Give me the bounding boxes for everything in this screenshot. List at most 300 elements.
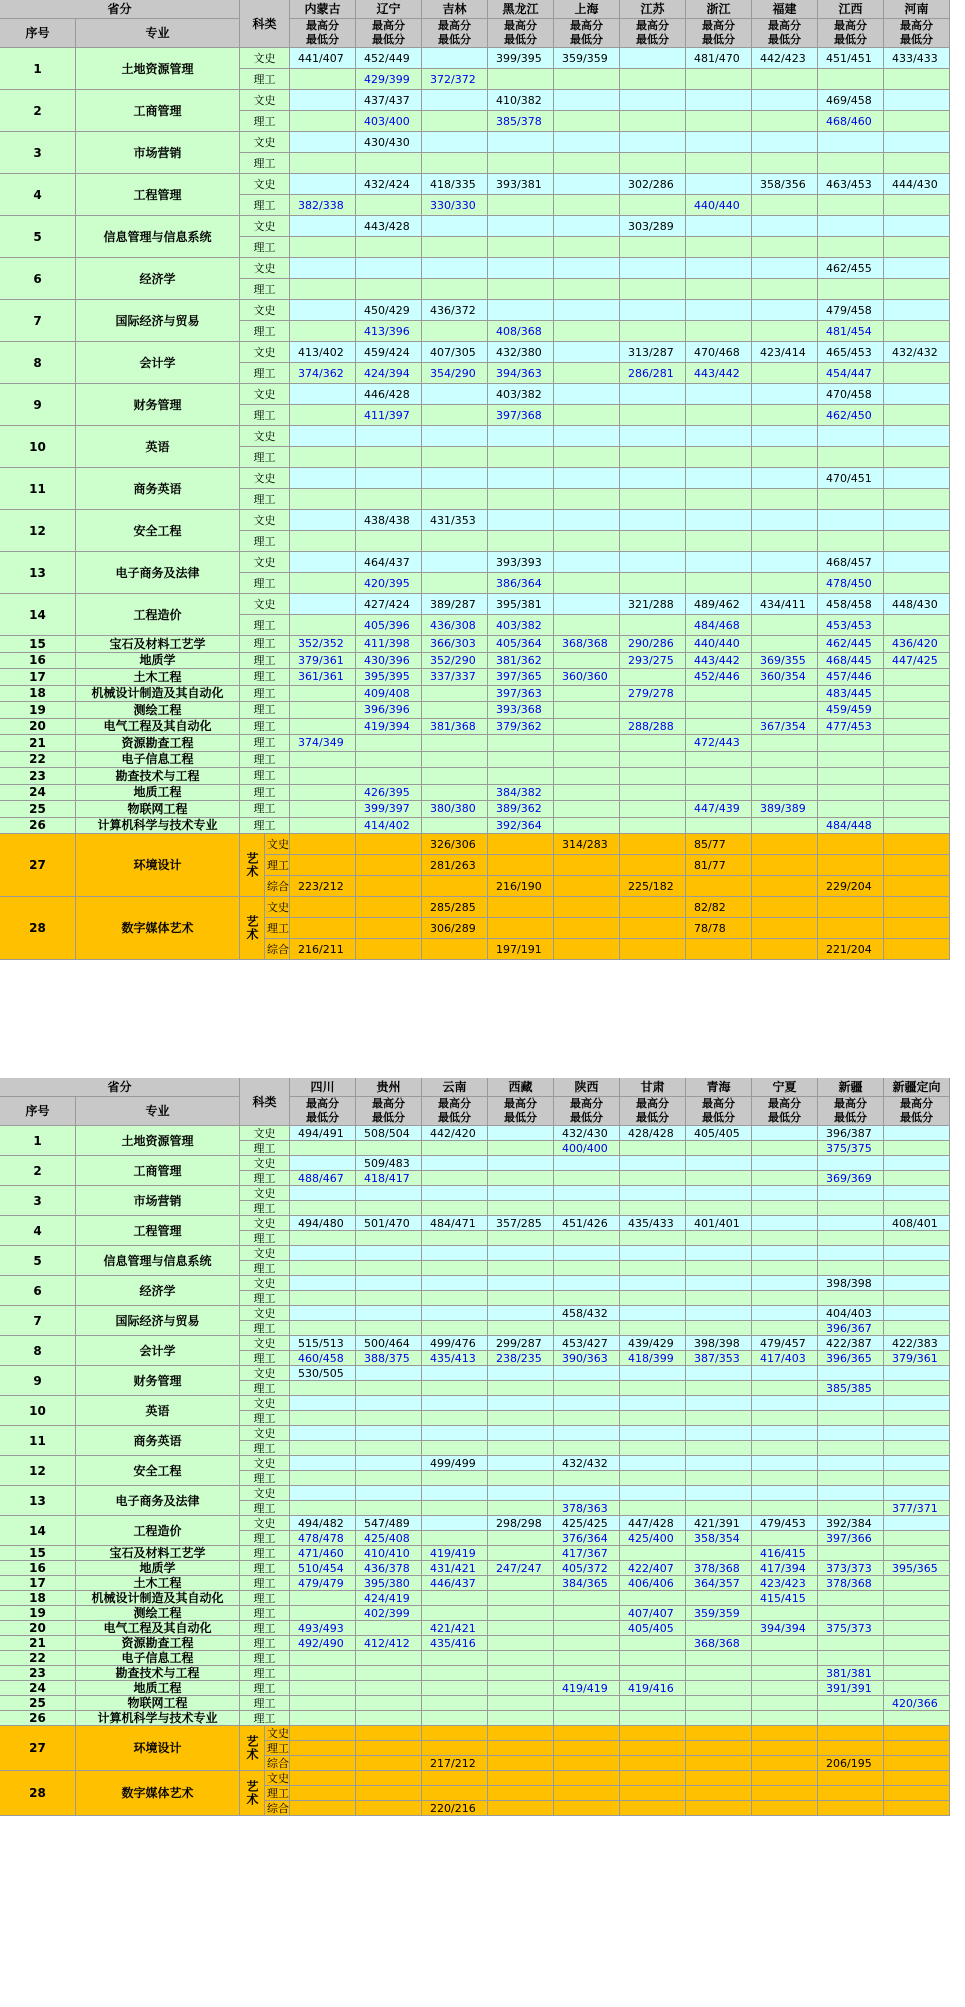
score-cell: 530/505	[290, 1366, 356, 1381]
score-cell: 405/364	[488, 636, 554, 653]
score-cell	[554, 384, 620, 405]
score-cell	[290, 1756, 356, 1771]
score-cell	[488, 1306, 554, 1321]
score-cell	[818, 237, 884, 258]
score-cell: 381/362	[488, 653, 554, 670]
score-cell: 515/513	[290, 1336, 356, 1351]
score-cell: 435/433	[620, 1216, 686, 1231]
category-label: 理工	[240, 1591, 290, 1606]
score-cell	[488, 1741, 554, 1756]
score-cell	[488, 768, 554, 785]
score-cell	[620, 1486, 686, 1501]
header-score-label	[620, 1097, 686, 1126]
score-cell: 471/460	[290, 1546, 356, 1561]
score-cell	[818, 510, 884, 531]
score-cell	[422, 552, 488, 573]
score-cell: 390/363	[554, 1351, 620, 1366]
score-cell: 458/458	[818, 594, 884, 615]
score-cell	[488, 1141, 554, 1156]
score-cell	[884, 1531, 950, 1546]
row-index: 9	[0, 384, 76, 426]
score-cell	[290, 702, 356, 719]
header-province-name: 黑龙江	[488, 0, 554, 19]
score-cell	[290, 1696, 356, 1711]
score-cell	[686, 1291, 752, 1306]
score-cell	[686, 1471, 752, 1486]
score-cell: 366/303	[422, 636, 488, 653]
score-cell	[356, 876, 422, 897]
score-cell	[620, 111, 686, 132]
score-cell	[488, 1531, 554, 1546]
score-cell	[752, 768, 818, 785]
score-cell	[422, 1741, 488, 1756]
score-cell	[752, 447, 818, 468]
score-cell: 417/403	[752, 1351, 818, 1366]
score-cell	[620, 768, 686, 785]
score-label: 最低分	[702, 1111, 735, 1124]
score-cell: 359/359	[554, 48, 620, 69]
score-cell	[290, 785, 356, 802]
score-cell	[752, 876, 818, 897]
score-cell	[686, 1741, 752, 1756]
score-cell	[752, 735, 818, 752]
score-cell: 468/445	[818, 653, 884, 670]
score-cell: 437/437	[356, 90, 422, 111]
score-cell	[686, 111, 752, 132]
score-cell	[422, 785, 488, 802]
score-cell	[884, 801, 950, 818]
header-major-label: 专业	[76, 1097, 240, 1126]
score-cell	[686, 1756, 752, 1771]
score-cell	[752, 1531, 818, 1546]
category-label: 理工	[240, 195, 290, 216]
major-name: 电子商务及法律	[76, 1486, 240, 1516]
score-cell	[422, 1531, 488, 1546]
score-cell	[818, 1216, 884, 1231]
score-label: 最低分	[636, 33, 669, 46]
major-name: 信息管理与信息系统	[76, 1246, 240, 1276]
score-cell: 462/445	[818, 636, 884, 653]
score-cell	[422, 1501, 488, 1516]
score-cell: 463/453	[818, 174, 884, 195]
header-score-label	[818, 1097, 884, 1126]
major-name: 会计学	[76, 1336, 240, 1366]
score-cell	[884, 876, 950, 897]
score-cell	[620, 489, 686, 510]
row-index: 13	[0, 1486, 76, 1516]
score-cell	[488, 834, 554, 855]
category-label: 理工	[240, 818, 290, 835]
score-cell	[554, 405, 620, 426]
category-label: 理工	[240, 1561, 290, 1576]
score-cell	[554, 719, 620, 736]
score-cell	[884, 1261, 950, 1276]
score-cell	[422, 1306, 488, 1321]
score-label: 最低分	[438, 33, 471, 46]
score-cell	[884, 1126, 950, 1141]
category-label: 理工	[240, 1441, 290, 1456]
header-province-name: 四川	[290, 1078, 356, 1097]
score-cell: 478/478	[290, 1531, 356, 1546]
score-cell: 389/362	[488, 801, 554, 818]
score-cell	[884, 719, 950, 736]
score-cell	[554, 818, 620, 835]
category-label: 理工	[240, 669, 290, 686]
score-cell	[884, 1741, 950, 1756]
score-cell: 302/286	[620, 174, 686, 195]
category-label: 理工	[240, 1711, 290, 1726]
category-label: 理工	[240, 1141, 290, 1156]
score-cell	[356, 447, 422, 468]
score-cell	[752, 785, 818, 802]
score-cell	[290, 1321, 356, 1336]
score-cell: 469/458	[818, 90, 884, 111]
score-cell: 435/416	[422, 1636, 488, 1651]
score-cell	[818, 279, 884, 300]
score-cell: 408/368	[488, 321, 554, 342]
score-cell	[356, 1291, 422, 1306]
score-cell: 423/414	[752, 342, 818, 363]
score-cell	[422, 90, 488, 111]
score-cell: 378/363	[554, 1501, 620, 1516]
score-cell	[488, 1396, 554, 1411]
score-cell	[554, 1426, 620, 1441]
score-cell	[818, 897, 884, 918]
score-cell	[290, 1441, 356, 1456]
score-cell: 457/446	[818, 669, 884, 686]
score-cell	[554, 768, 620, 785]
score-cell: 421/421	[422, 1621, 488, 1636]
score-cell: 290/286	[620, 636, 686, 653]
score-cell: 458/432	[554, 1306, 620, 1321]
score-cell: 358/354	[686, 1531, 752, 1546]
score-cell	[884, 1366, 950, 1381]
score-cell	[290, 174, 356, 195]
score-label: 最高分	[900, 19, 933, 32]
score-cell	[422, 1321, 488, 1336]
score-cell: 385/385	[818, 1381, 884, 1396]
score-cell	[620, 1366, 686, 1381]
score-label: 最低分	[702, 33, 735, 46]
score-cell	[884, 897, 950, 918]
major-name: 地质学	[76, 1561, 240, 1576]
header-score-label	[422, 1097, 488, 1126]
header-score-label	[884, 19, 950, 48]
score-cell	[620, 669, 686, 686]
header-category-label: 科类	[240, 1078, 290, 1126]
score-cell	[818, 1441, 884, 1456]
score-cell	[620, 735, 686, 752]
score-cell	[818, 752, 884, 769]
score-cell	[884, 279, 950, 300]
row-index: 12	[0, 1456, 76, 1486]
row-index: 2	[0, 1156, 76, 1186]
major-name: 国际经济与贸易	[76, 300, 240, 342]
category-label: 文史	[265, 897, 290, 918]
score-cell	[488, 69, 554, 90]
row-index: 15	[0, 636, 76, 653]
score-cell	[290, 752, 356, 769]
score-cell	[686, 1651, 752, 1666]
score-cell: 421/391	[686, 1516, 752, 1531]
score-cell: 494/480	[290, 1216, 356, 1231]
score-label: 最高分	[504, 1097, 537, 1110]
row-index: 3	[0, 1186, 76, 1216]
score-cell	[356, 855, 422, 876]
score-cell	[686, 279, 752, 300]
score-cell	[488, 1696, 554, 1711]
score-cell	[356, 1651, 422, 1666]
score-cell	[290, 468, 356, 489]
score-cell	[290, 594, 356, 615]
major-name: 地质学	[76, 653, 240, 670]
score-cell	[356, 426, 422, 447]
score-cell	[884, 1291, 950, 1306]
score-cell	[620, 447, 686, 468]
score-cell: 330/330	[422, 195, 488, 216]
score-cell	[752, 1636, 818, 1651]
score-cell	[356, 1321, 422, 1336]
score-cell	[818, 132, 884, 153]
score-cell	[554, 1201, 620, 1216]
score-cell	[554, 1636, 620, 1651]
score-cell	[686, 1186, 752, 1201]
score-cell	[488, 855, 554, 876]
score-cell	[884, 384, 950, 405]
header-score-label	[356, 19, 422, 48]
major-name: 工商管理	[76, 1156, 240, 1186]
score-cell	[290, 1291, 356, 1306]
score-cell: 379/361	[290, 653, 356, 670]
score-cell	[686, 489, 752, 510]
score-cell	[290, 153, 356, 174]
major-name: 计算机科学与技术专业	[76, 818, 240, 835]
score-label: 最低分	[570, 1111, 603, 1124]
score-label: 最低分	[570, 33, 603, 46]
category-label: 理工	[240, 69, 290, 90]
score-cell	[686, 818, 752, 835]
score-cell	[884, 1681, 950, 1696]
score-cell	[290, 897, 356, 918]
score-cell: 447/428	[620, 1516, 686, 1531]
score-cell	[752, 195, 818, 216]
score-cell: 393/368	[488, 702, 554, 719]
score-cell: 361/361	[290, 669, 356, 686]
score-cell: 206/195	[818, 1756, 884, 1771]
score-cell: 468/460	[818, 111, 884, 132]
header-province-name: 新疆	[818, 1078, 884, 1097]
score-cell	[620, 258, 686, 279]
score-cell	[554, 653, 620, 670]
category-label: 文史	[267, 1726, 289, 1740]
score-cell: 288/288	[620, 719, 686, 736]
art-category-label: 艺术	[240, 897, 265, 960]
header-score-label	[818, 19, 884, 48]
score-cell	[554, 801, 620, 818]
score-cell	[752, 321, 818, 342]
category-label: 理工	[240, 785, 290, 802]
score-cell: 479/453	[752, 1516, 818, 1531]
category-label: 文史	[240, 258, 290, 279]
score-cell: 247/247	[488, 1561, 554, 1576]
score-cell	[686, 1591, 752, 1606]
score-cell	[686, 153, 752, 174]
score-cell	[884, 1441, 950, 1456]
score-cell	[752, 1306, 818, 1321]
score-cell: 499/476	[422, 1336, 488, 1351]
score-cell	[290, 1711, 356, 1726]
score-cell	[356, 489, 422, 510]
score-cell	[686, 447, 752, 468]
score-cell	[884, 1621, 950, 1636]
score-cell	[620, 1636, 686, 1651]
score-cell: 425/400	[620, 1531, 686, 1546]
score-cell	[554, 1606, 620, 1621]
score-cell: 411/397	[356, 405, 422, 426]
major-name: 勘查技术与工程	[76, 768, 240, 785]
score-cell	[422, 573, 488, 594]
score-cell	[884, 447, 950, 468]
score-cell	[818, 1186, 884, 1201]
category-label: 文史	[240, 1186, 290, 1201]
category-label: 文史	[240, 1336, 290, 1351]
score-cell: 432/424	[356, 174, 422, 195]
score-cell	[290, 818, 356, 835]
row-index: 19	[0, 1606, 76, 1621]
score-cell	[488, 1591, 554, 1606]
score-cell: 499/499	[422, 1456, 488, 1471]
score-cell	[818, 1486, 884, 1501]
score-label: 最高分	[306, 19, 339, 32]
score-cell	[290, 1276, 356, 1291]
score-cell	[554, 111, 620, 132]
score-cell	[884, 1201, 950, 1216]
score-cell	[356, 1681, 422, 1696]
row-index: 19	[0, 702, 76, 719]
score-cell: 444/430	[884, 174, 950, 195]
category-label: 理工	[240, 1411, 290, 1426]
score-label: 最低分	[306, 1111, 339, 1124]
score-cell	[752, 1201, 818, 1216]
score-cell	[752, 1216, 818, 1231]
score-cell	[686, 258, 752, 279]
major-name: 资源勘查工程	[76, 1636, 240, 1651]
score-cell	[884, 321, 950, 342]
score-cell	[290, 1261, 356, 1276]
score-cell	[686, 1456, 752, 1471]
score-cell	[884, 90, 950, 111]
score-cell: 419/419	[554, 1681, 620, 1696]
score-cell	[290, 615, 356, 636]
score-cell	[818, 1696, 884, 1711]
score-cell	[290, 90, 356, 111]
header-score-label	[422, 19, 488, 48]
score-cell	[818, 1156, 884, 1171]
header-score-label	[686, 1097, 752, 1126]
score-cell: 419/416	[620, 1681, 686, 1696]
row-index: 27	[0, 834, 76, 897]
score-cell	[290, 132, 356, 153]
score-cell	[356, 1276, 422, 1291]
score-cell	[620, 855, 686, 876]
score-cell: 488/467	[290, 1171, 356, 1186]
score-cell	[884, 1546, 950, 1561]
score-cell	[488, 195, 554, 216]
score-cell: 438/438	[356, 510, 422, 531]
score-cell: 374/362	[290, 363, 356, 384]
score-cell: 395/365	[884, 1561, 950, 1576]
score-cell: 407/407	[620, 1606, 686, 1621]
score-cell	[290, 1651, 356, 1666]
score-cell	[884, 768, 950, 785]
score-cell	[620, 1771, 686, 1786]
score-cell	[554, 1441, 620, 1456]
score-cell	[818, 69, 884, 90]
score-cell	[884, 216, 950, 237]
score-cell: 508/504	[356, 1126, 422, 1141]
score-cell	[422, 1426, 488, 1441]
score-cell	[422, 405, 488, 426]
score-cell	[686, 1441, 752, 1456]
score-cell: 392/384	[818, 1516, 884, 1531]
score-cell: 481/470	[686, 48, 752, 69]
score-cell: 479/479	[290, 1576, 356, 1591]
major-name: 电子商务及法律	[76, 552, 240, 594]
score-cell	[422, 752, 488, 769]
score-cell: 391/391	[818, 1681, 884, 1696]
score-cell	[554, 1771, 620, 1786]
score-cell	[488, 1201, 554, 1216]
score-cell: 432/432	[884, 342, 950, 363]
score-cell: 358/356	[752, 174, 818, 195]
score-cell: 398/398	[818, 1276, 884, 1291]
score-cell	[752, 918, 818, 939]
major-name: 土地资源管理	[76, 1126, 240, 1156]
score-cell	[752, 300, 818, 321]
major-name: 国际经济与贸易	[76, 1306, 240, 1336]
category-label: 文史	[240, 1486, 290, 1501]
score-cell: 427/424	[356, 594, 422, 615]
score-cell: 409/408	[356, 686, 422, 703]
score-cell	[752, 468, 818, 489]
score-label: 最高分	[372, 19, 405, 32]
category-label: 综合	[265, 939, 290, 960]
score-cell: 397/365	[488, 669, 554, 686]
score-cell	[686, 1276, 752, 1291]
row-index: 7	[0, 1306, 76, 1336]
score-cell	[422, 1156, 488, 1171]
score-cell	[554, 594, 620, 615]
score-cell: 393/393	[488, 552, 554, 573]
score-cell	[752, 552, 818, 573]
major-name: 计算机科学与技术专业	[76, 1711, 240, 1726]
row-index: 17	[0, 1576, 76, 1591]
row-index: 6	[0, 1276, 76, 1306]
header-score-label	[356, 1097, 422, 1126]
score-cell	[488, 1771, 554, 1786]
score-cell	[422, 321, 488, 342]
category-label: 理工	[240, 702, 290, 719]
score-cell: 425/408	[356, 1531, 422, 1546]
score-cell	[620, 1786, 686, 1801]
major-name: 环境设计	[76, 1726, 240, 1771]
row-index: 16	[0, 653, 76, 670]
score-cell: 440/440	[686, 195, 752, 216]
category-label: 理工	[267, 1786, 289, 1800]
score-cell: 285/285	[422, 897, 488, 918]
category-label: 理工	[240, 447, 290, 468]
category-label: 理工	[240, 653, 290, 670]
